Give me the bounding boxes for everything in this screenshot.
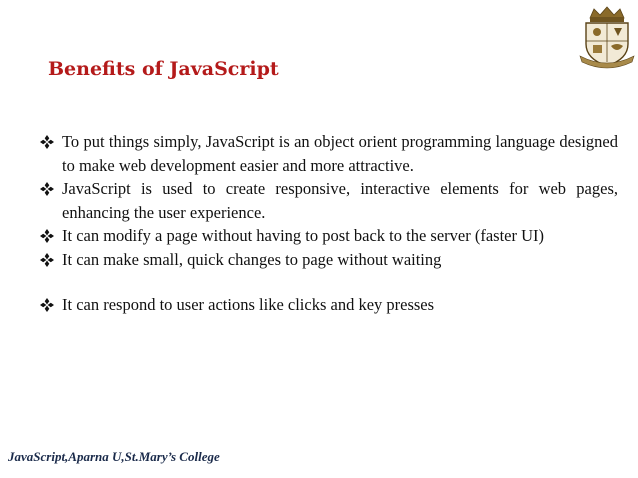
diamond-quad-icon [40, 298, 54, 312]
bullet-list [40, 130, 618, 317]
bullet-text: To put things simply, JavaScript is an object orient programming language designed to make web development easier and more attractive. [62, 132, 618, 175]
bullet-text: It can modify a page without having to post back to the server (faster UI) [62, 226, 545, 245]
college-crest-logo [578, 4, 636, 70]
footer-credit: JavaScript,Aparna U,St.Mary’s College [8, 449, 220, 464]
bullet-text: JavaScript is used to create responsive, interactive elements for web pages, enhancing the user experience. [62, 179, 618, 222]
bullet-item [40, 248, 618, 272]
diamond-quad-icon [40, 229, 54, 243]
bullet-item [40, 293, 618, 317]
diamond-quad-icon [40, 135, 54, 149]
bullet-text: It can respond to user actions like clicks and key presses [62, 295, 435, 314]
bullet-text: It can make small, quick changes to page without waiting [62, 249, 442, 269]
bullet-item [40, 177, 618, 224]
diamond-quad-icon [40, 253, 54, 267]
slide-title: Benefits of JavaScript [48, 58, 279, 80]
bullet-item [40, 224, 618, 248]
diamond-quad-icon [40, 182, 54, 196]
bullet-item [40, 130, 618, 177]
